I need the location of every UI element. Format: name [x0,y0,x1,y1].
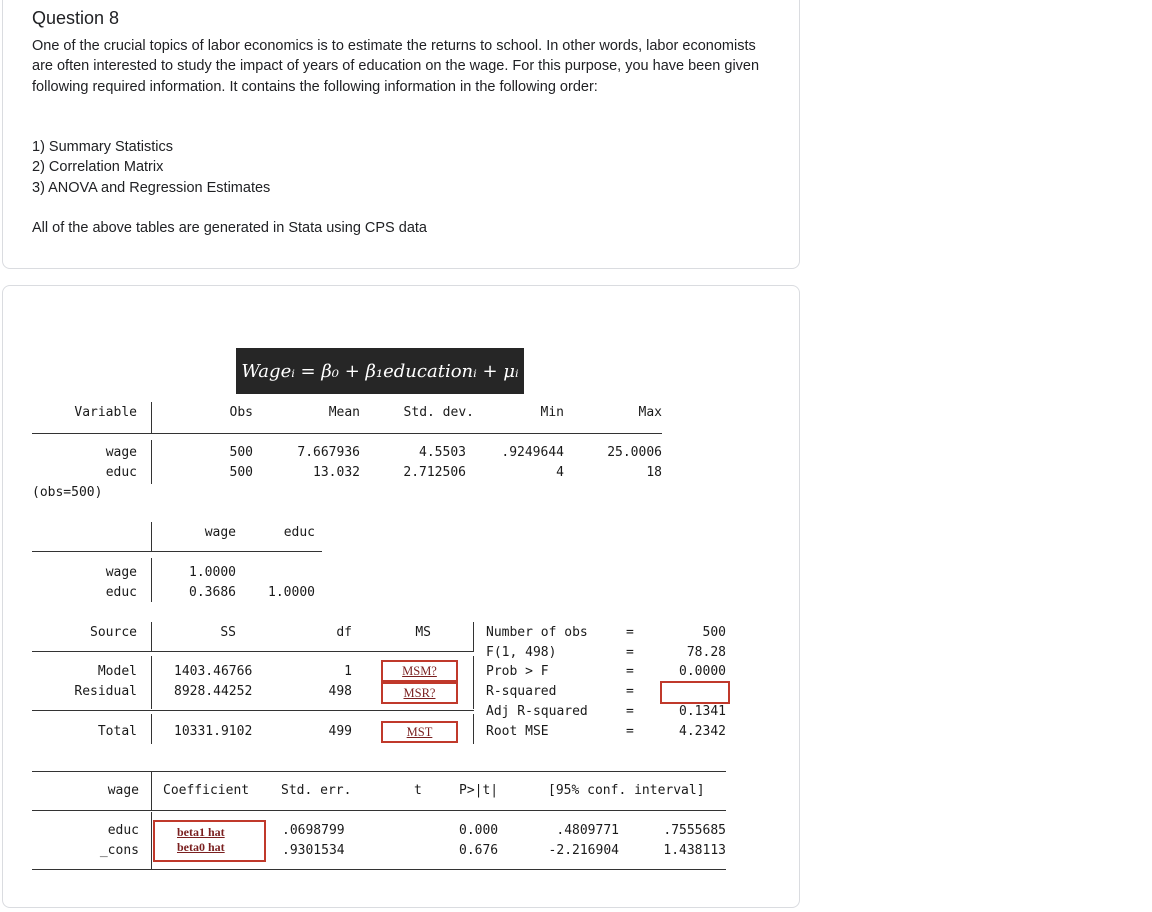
table-divider [32,551,322,552]
summary-cell: wage [105,445,137,460]
anova-cell: Model [97,664,137,679]
corr-cell: 1.0000 [189,565,236,580]
question-note: All of the above tables are generated in Stata using CPS data [32,220,427,236]
msm-answer-box: MSM? [381,660,458,682]
header-min: Min [540,405,564,420]
list-item: 1) Summary Statistics [32,139,173,155]
reg-cell: 0.000 [459,823,499,838]
anova-cell: Residual [74,684,137,699]
stat-value: 0.0000 [679,664,726,679]
table-divider [473,656,474,709]
table-divider [151,622,152,652]
reg-cell: .4809771 [556,823,619,838]
summary-cell: 7.667936 [297,445,360,460]
reg-header: Coefficient [163,783,250,798]
anova-cell: 1403.46766 [174,664,253,679]
beta0-hat-label: beta0 hat [177,840,225,854]
table-divider [473,622,474,652]
summary-cell: educ [105,465,137,480]
anova-cell: Total [97,724,137,739]
table-divider [32,710,474,711]
corr-header: wage [204,525,236,540]
beta1-hat-label: beta1 hat [177,825,225,839]
anova-cell: 499 [328,724,352,739]
regression-equation: Wageᵢ = β₀ + β₁educationᵢ + μᵢ [236,348,524,394]
header-obs: Obs [229,405,253,420]
table-divider [473,714,474,744]
summary-cell: 25.0006 [607,445,662,460]
summary-cell: 500 [229,445,253,460]
reg-cell: _cons [99,843,139,858]
reg-cell: .9301534 [282,843,345,858]
table-divider [151,440,152,484]
stat-eq: = [626,625,634,640]
anova-cell: 10331.9102 [174,724,253,739]
corr-cell: 0.3686 [189,585,236,600]
summary-cell: .9249644 [501,445,564,460]
summary-cell: 13.032 [313,465,360,480]
summary-cell: 4 [556,465,564,480]
stat-value: 78.28 [686,645,726,660]
stat-eq: = [626,664,634,679]
anova-header: Source [90,625,137,640]
list-item: 2) Correlation Matrix [32,159,164,175]
question-paragraph: One of the crucial topics of labor economics is to estimate the returns to school. In other words, labor economists are often interested to study the impact of years of education on the wage. For this purpose, you have been given following required information. It contains the following information in the following order: [32,38,760,95]
msr-answer-box: MSR? [381,682,458,704]
list-item: 3) ANOVA and Regression Estimates [32,180,271,196]
reg-header: Std. err. [281,783,352,798]
stat-value: 0.1341 [679,704,726,719]
table-divider [151,812,152,870]
stat-label: Adj R-squared [486,704,588,719]
header-variable: Variable [74,405,137,420]
stat-label: Prob > F [486,664,549,679]
table-divider [32,869,726,870]
summary-cell: 2.712506 [403,465,466,480]
table-divider [32,771,726,772]
stat-value: 500 [702,625,726,640]
reg-cell: .0698799 [282,823,345,838]
table-divider [32,651,474,652]
table-divider [151,402,152,434]
stat-label: F(1, 498) [486,645,557,660]
table-divider [151,522,152,552]
obs-label: (obs=500) [32,485,103,500]
table-divider [32,433,662,434]
anova-cell: 8928.44252 [174,684,253,699]
table-divider [151,558,152,602]
reg-header: wage [107,783,139,798]
reg-cell: educ [107,823,139,838]
anova-header: MS [415,625,431,640]
reg-cell: -2.216904 [548,843,619,858]
table-divider [151,772,152,810]
anova-cell: 1 [344,664,352,679]
mst-answer-box: MST [381,721,458,743]
corr-cell: 1.0000 [268,585,315,600]
anova-header: df [336,625,352,640]
table-divider [151,656,152,709]
reg-header: P>|t| [459,783,499,798]
stat-eq: = [626,645,634,660]
summary-cell: 4.5503 [419,445,466,460]
reg-header: t [414,783,422,798]
anova-cell: 498 [328,684,352,699]
beta-hat-answer-box [153,820,266,862]
header-std: Std. dev. [403,405,474,420]
reg-header: [95% conf. interval] [548,783,705,798]
stat-label: Number of obs [486,625,588,640]
stat-label: R-squared [486,684,557,699]
reg-cell: 0.676 [459,843,499,858]
corr-cell: wage [105,565,137,580]
question-title: Question 8 [32,8,120,28]
corr-header: educ [283,525,315,540]
stat-label: Root MSE [486,724,549,739]
summary-cell: 500 [229,465,253,480]
summary-cell: 18 [646,465,662,480]
table-divider [32,810,726,811]
header-max: Max [638,405,662,420]
stat-value: 4.2342 [679,724,726,739]
r-squared-answer-box [660,681,730,704]
stat-eq: = [626,724,634,739]
corr-cell: educ [105,585,137,600]
header-mean: Mean [328,405,360,420]
reg-cell: .7555685 [663,823,726,838]
stat-eq: = [626,704,634,719]
table-divider [151,714,152,744]
stat-eq: = [626,684,634,699]
anova-header: SS [220,625,236,640]
reg-cell: 1.438113 [663,843,726,858]
